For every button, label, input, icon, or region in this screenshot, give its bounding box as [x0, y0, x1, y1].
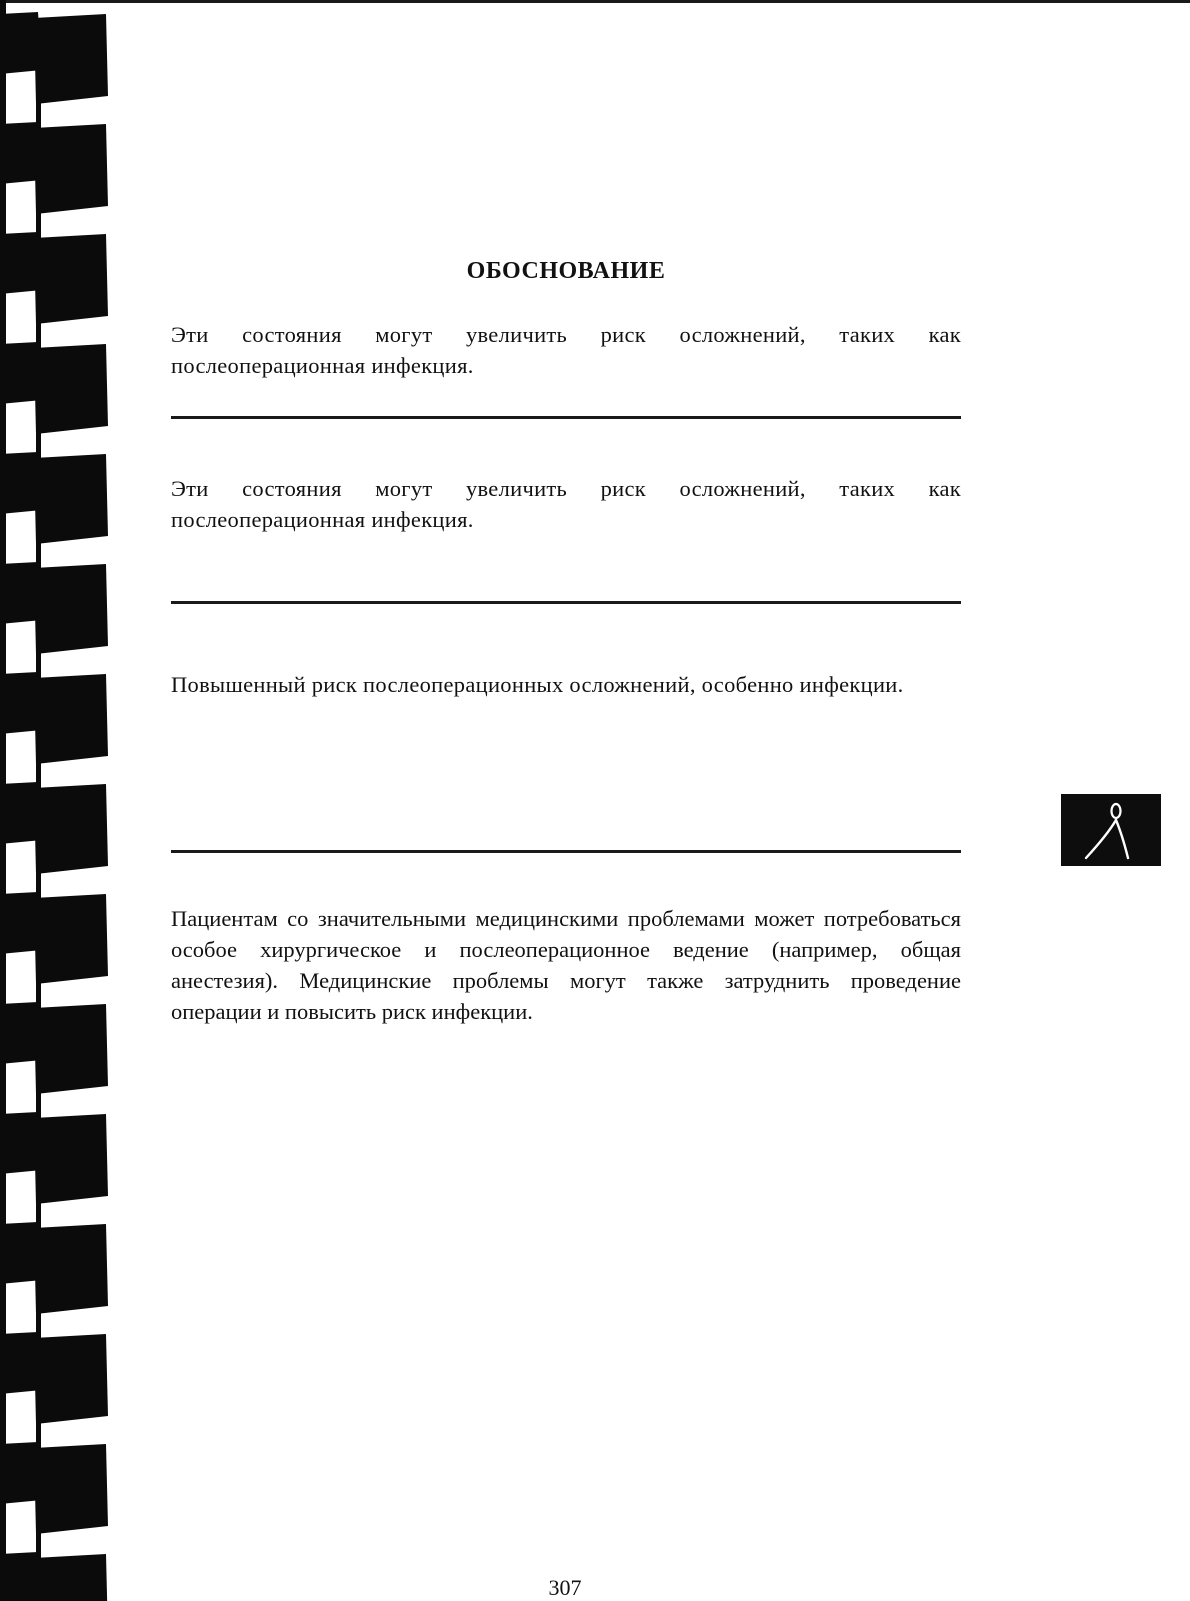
binding-coil	[0, 892, 108, 1008]
person-figure-icon	[1061, 794, 1161, 866]
binding-coil	[0, 122, 108, 238]
binding-coil	[0, 1222, 108, 1338]
binding-coil	[0, 562, 108, 678]
binding-coil	[0, 1112, 108, 1228]
divider-2	[171, 601, 961, 604]
paragraph-1: Эти состояния могут увеличить риск осложнений, таких как послеоперационная инфекция.	[171, 322, 961, 378]
divider-3	[171, 850, 961, 853]
binding-coil	[0, 342, 108, 458]
paragraph-4: Пациентам со значительными медицинскими проблемами может потребоваться особое хирургическое и послеоперационное ведение (например, общая анестезия). Медицинские проблемы могут также затруднить проведение операции и повысить риск инфекции.	[171, 906, 961, 1024]
binding-coil	[0, 12, 108, 128]
page-top-edge	[0, 0, 1190, 3]
binding-coil	[0, 1442, 108, 1558]
binding-coil	[0, 232, 108, 348]
binding-coil	[0, 782, 108, 898]
binding-coil	[0, 672, 108, 788]
binding-coil	[0, 452, 108, 568]
binding-coil	[0, 1332, 108, 1448]
divider-1	[171, 416, 961, 419]
spiral-binding	[0, 0, 112, 1601]
section-tab	[1061, 794, 1161, 866]
section-heading: ОБОСНОВАНИЕ	[466, 258, 666, 284]
binding-coil	[0, 1002, 108, 1118]
paragraph-3: Повышенный риск послеоперационных осложнений, особенно инфекции.	[171, 672, 904, 697]
paragraph-2: Эти состояния могут увеличить риск осложнений, таких как послеоперационная инфекция.	[171, 476, 961, 532]
page-number: 307	[548, 1575, 582, 1600]
binding-edge	[0, 0, 6, 1601]
